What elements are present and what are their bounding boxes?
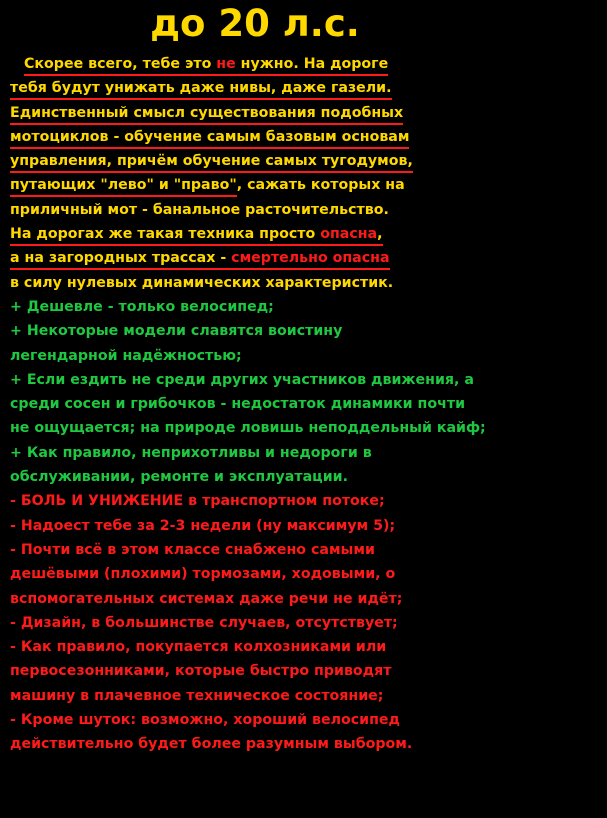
pros-line: + Если ездить не среди других участников движения, а	[10, 371, 474, 388]
intro-line-7	[10, 198, 605, 222]
underlined-phrase: мотоциклов - обучение самым базовым основам	[10, 127, 409, 149]
cons-line: - Как правило, покупается колхозниками или	[10, 639, 387, 656]
pros-line: + Дешевле - только велосипед;	[10, 298, 274, 315]
intro-text: нужно. На дороге	[235, 56, 389, 72]
pros-line: среди сосен и грибочков - недостаток динамики почти	[10, 396, 466, 413]
page-title: до 20 л.с.	[150, 2, 360, 45]
intro-text: Скорее всего, тебе это	[24, 56, 217, 72]
highlight-word: опасна	[320, 226, 378, 243]
intro-line-2	[10, 76, 605, 100]
intro-line-6	[10, 173, 605, 197]
intro-line-5	[10, 149, 605, 173]
underlined-phrase: путающих "лево" и "право"	[10, 175, 237, 197]
pros-line: легендарной надёжностью;	[10, 347, 242, 364]
pros-line: обслуживании, ремонте и эксплуатации.	[10, 469, 348, 486]
underlined-phrase: Единственный смысл существования подобных	[10, 103, 403, 125]
cons-line: действительно будет более разумным выбором.	[10, 736, 413, 753]
intro-line-9	[10, 246, 605, 270]
cons-line: вспомогательных системах даже речи не идёт;	[10, 590, 403, 607]
intro-text: приличный мот - банальное расточительство.	[10, 201, 389, 218]
cons-line: - Дизайн, в большинстве случаев, отсутствует;	[10, 614, 398, 631]
underlined-phrase	[24, 54, 388, 76]
intro-text: в силу нулевых динамических характеристик.	[10, 274, 394, 291]
intro-text: а на загородных трассах -	[10, 250, 232, 267]
intro-text: На дорогах же такая техника просто	[10, 226, 321, 243]
cons-line: - Надоест тебе за 2-3 недели (ну максимум 5);	[10, 517, 396, 534]
cons-line: первосезонниками, которые быстро приводят	[10, 663, 392, 680]
intro-line-4	[10, 125, 605, 149]
article-body	[10, 52, 605, 757]
pros-line: не ощущается; на природе ловишь неподдельный кайф;	[10, 420, 486, 437]
underlined-phrase	[10, 248, 390, 270]
intro-line-8	[10, 222, 605, 246]
cons-line: машину в плачевное техническое состояние;	[10, 687, 384, 704]
cons-line: - БОЛЬ И УНИЖЕНИЕ в транспортном потоке;	[10, 493, 385, 510]
highlight-word: не	[216, 56, 236, 72]
intro-text: ,	[377, 226, 383, 243]
intro-line-1	[10, 52, 605, 76]
intro-line-10	[10, 271, 605, 295]
intro-text: , сажать которых на	[236, 177, 405, 194]
underlined-phrase	[10, 224, 383, 246]
cons-line: дешёвыми (плохими) тормозами, ходовыми, о	[10, 566, 396, 583]
cons-line: - Кроме шуток: возможно, хороший велосипед	[10, 712, 400, 729]
highlight-phrase: смертельно опасна	[231, 250, 390, 267]
cons-line: - Почти всё в этом классе снабжено самыми	[10, 541, 375, 558]
intro-line-3	[10, 101, 605, 125]
pros-line: + Как правило, неприхотливы и недороги в	[10, 444, 372, 461]
underlined-phrase: управления, причём обучение самых тугодумов,	[10, 151, 413, 173]
underlined-phrase: тебя будут унижать даже нивы, даже газели.	[10, 78, 392, 100]
pros-line: + Некоторые модели славятся воистину	[10, 323, 343, 340]
